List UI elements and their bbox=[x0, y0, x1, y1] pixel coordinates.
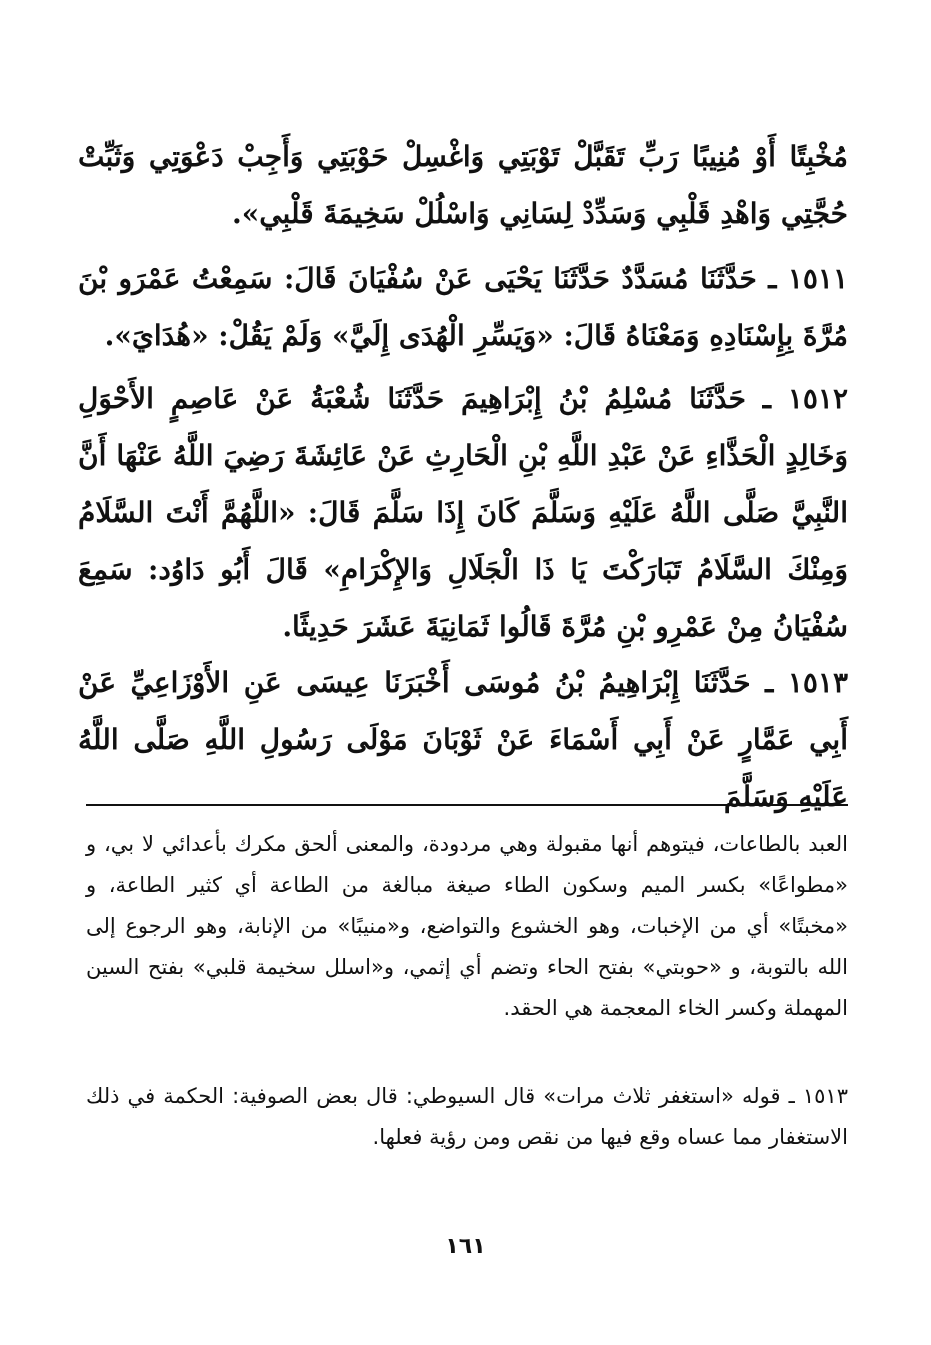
hadith-1512 bbox=[78, 370, 848, 655]
hadith-1513 bbox=[78, 654, 848, 825]
footnote-2 bbox=[86, 1076, 848, 1158]
page-number: ١٦١ bbox=[445, 1234, 486, 1259]
main-text-block-1 bbox=[78, 128, 848, 242]
hadith-1512-text: ١٥١٢ ـ حَدَّثَنَا مُسْلِمُ بْنُ إِبْرَاهِيمَ حَدَّثَنَا شُعْبَةُ عَنْ عَاصِمٍ الأَحْوَلِ وَخَالِدٍ الْحَذَّاءِ عَنْ عَبْدِ اللَّهِ بْنِ الْحَارِثِ عَنْ عَائِشَةَ رَضِيَ اللَّهُ عَنْهَا أَنَّ النَّبِيَّ صَلَّى اللَّهُ عَلَيْهِ وَسَلَّمَ كَانَ إِذَا سَلَّمَ قَالَ: «اللَّهُمَّ أَنْتَ السَّلَامُ وَمِنْكَ السَّلَامُ تَبَارَكْتَ يَا ذَا الْجَلَالِ وَالإِكْرَامِ» قَالَ أَبُو دَاوُد: سَمِعَ سُفْيَانُ مِنْ عَمْرِو بْنِ مُرَّةَ قَالُوا ثَمَانِيَةَ عَشَرَ حَدِيثًا. bbox=[78, 382, 848, 643]
footnote-divider bbox=[86, 804, 848, 806]
footnote-2-text: ١٥١٣ ـ قوله «استغفر ثلاث مرات» قال السيوطي: قال بعض الصوفية: الحكمة في ذلك الاستغفار مما عساه وقع فيها من نقص ومن رؤية فعلها. bbox=[86, 1084, 848, 1149]
footnote-1 bbox=[86, 824, 848, 1029]
hadith-1511 bbox=[78, 250, 848, 364]
footnote-1-text: العبد بالطاعات، فيتوهم أنها مقبولة وهي مردودة، والمعنى ألحق مكرك بأعدائي لا بي، و «مطواعًا» بكسر الميم وسكون الطاء صيغة مبالغة من الطاعة أي كثير الطاعة، و «مخبتًا» أي من الإخبات، وهو الخشوع والتواضع، و«منيبًا» من الإنابة، وهو الرجوع إلى الله بالتوبة، و «حوبتي» بفتح الحاء وتضم أي إثمي، و«اسلل سخيمة قلبي» بفتح السين المهملة وكسر الخاء المعجمة هي الحقد. bbox=[86, 832, 848, 1020]
hadith-1511-text: ١٥١١ ـ حَدَّثَنَا مُسَدَّدٌ حَدَّثَنَا يَحْيَى عَنْ سُفْيَانَ قَالَ: سَمِعْتُ عَمْرَو بْنَ مُرَّةَ بِإِسْنَادِهِ وَمَعْنَاهُ قَالَ: «وَيَسِّرِ الْهُدَى إِلَيَّ» وَلَمْ يَقُلْ: «هُدَايَ». bbox=[78, 262, 848, 352]
hadith-1513-text: ١٥١٣ ـ حَدَّثَنَا إِبْرَاهِيمُ بْنُ مُوسَى أَخْبَرَنَا عِيسَى عَنِ الأَوْزَاعِيِّ عَنْ أَبِي عَمَّارٍ عَنْ أَبِي أَسْمَاءَ عَنْ ثَوْبَانَ مَوْلَى رَسُولِ اللَّهِ صَلَّى اللَّهُ عَلَيْهِ وَسَلَّمَ bbox=[78, 666, 848, 813]
continuation-paragraph: مُخْبِتًا أَوْ مُنِيبًا رَبِّ تَقَبَّلْ تَوْبَتِي وَاغْسِلْ حَوْبَتِي وَأَجِبْ دَعْوَتِي وَثَبِّتْ حُجَّتِي وَاهْدِ قَلْبِي وَسَدِّدْ لِسَانِي وَاسْلُلْ سَخِيمَةَ قَلْبِي». bbox=[78, 140, 848, 230]
